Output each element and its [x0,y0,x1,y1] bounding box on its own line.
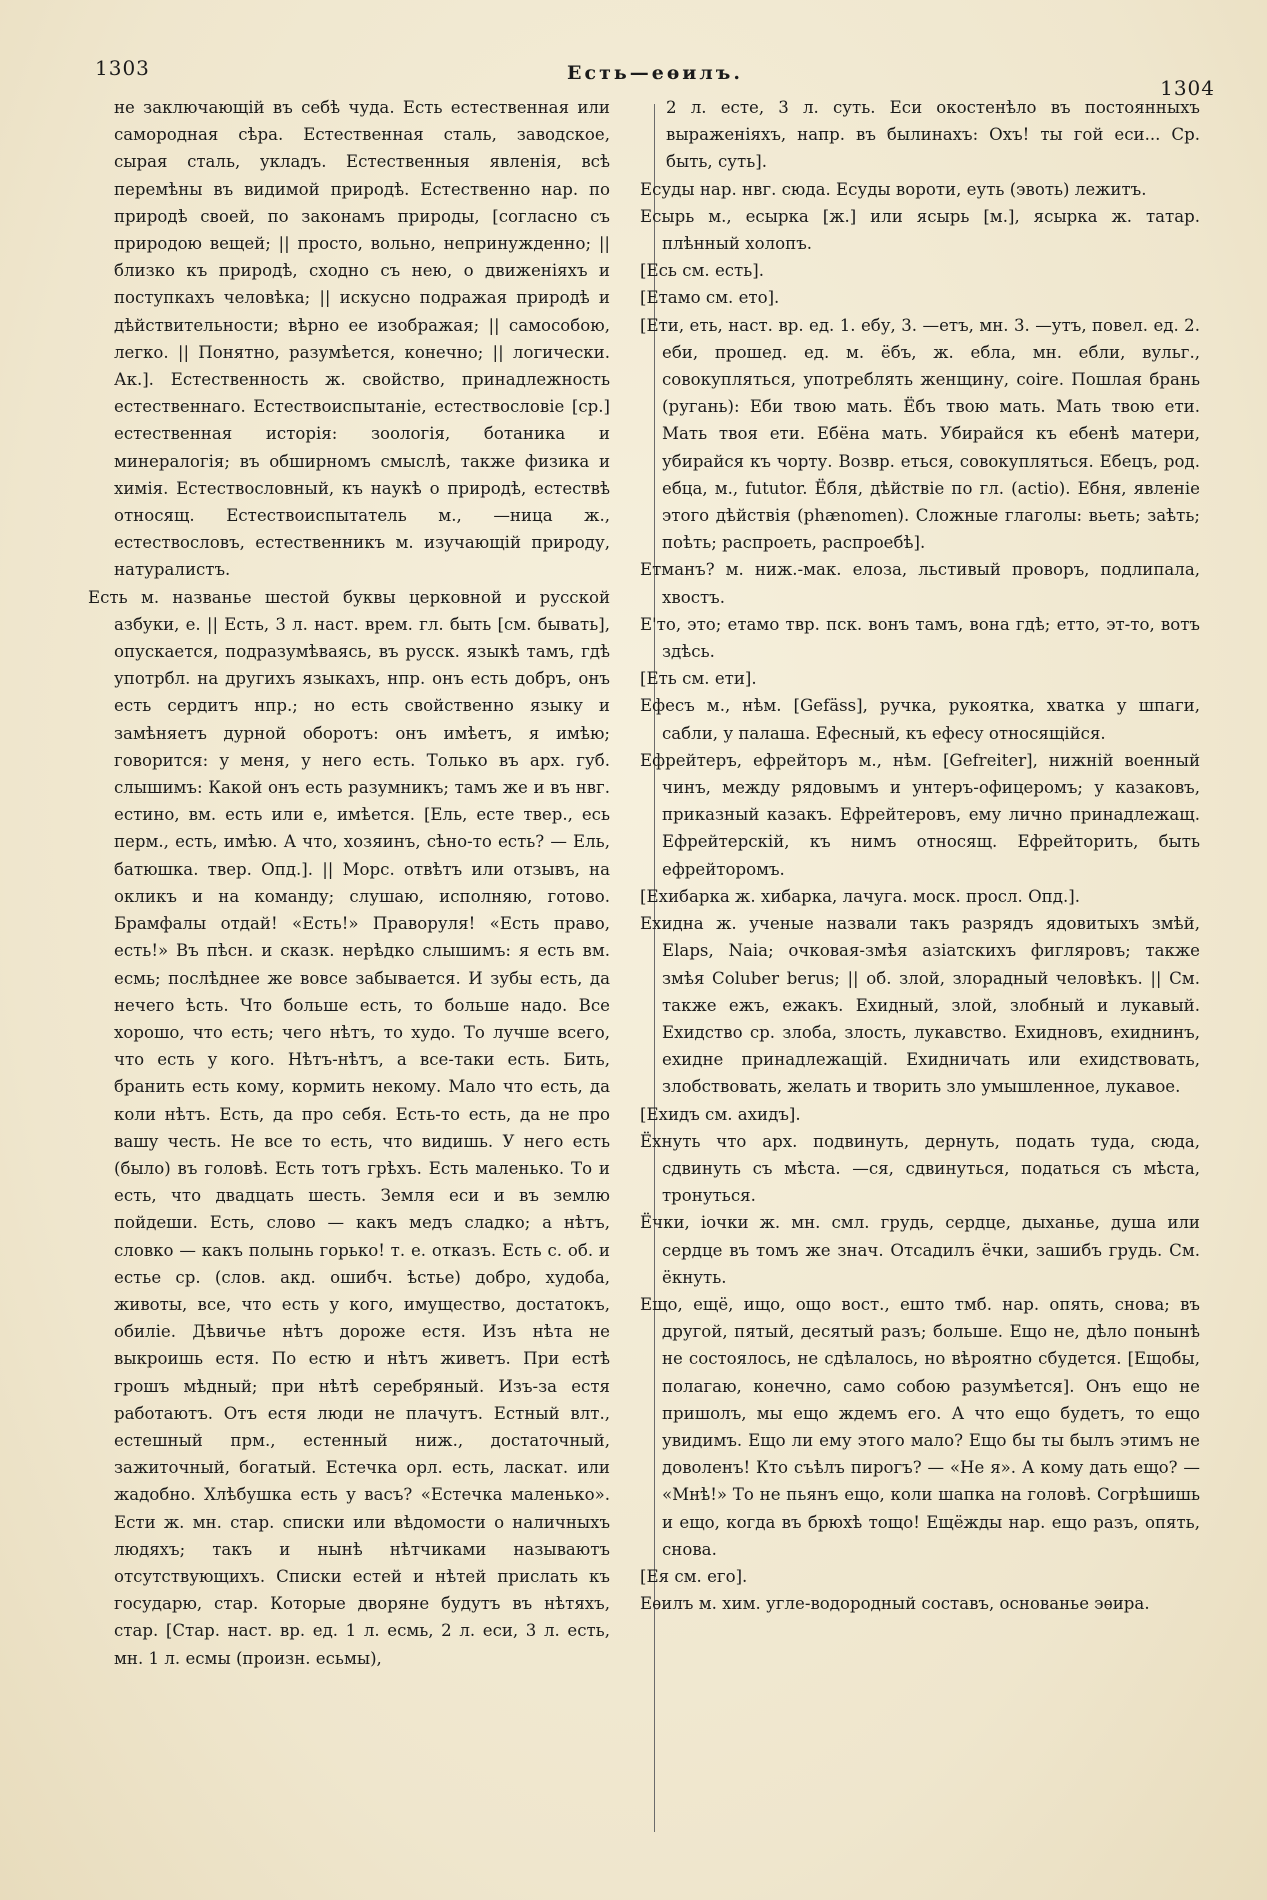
page-number-right: 1304 [1160,76,1215,100]
entry-esudy: Есуды нар. нвг. сюда. Есуды вороти, еуть (эвоть) лежитъ. [640,179,1147,199]
entry-efil: Еѳилъ м. хим. угле-водородный составъ, основанье эѳира. [640,1594,1150,1614]
entry-et: [Еть см. ети]. [640,669,757,689]
entry-es: [Есь см. есть]. [640,261,765,281]
page-header [95,52,1215,100]
entry-ekhid: [Ехидъ см. ахидъ]. [640,1104,801,1124]
entry-eti: [Ети, еть, наст. вр. ед. 1. ебу, 3. —етъ, мн. 3. —утъ, повел. ед. 2. еби, прошед. ед. м. ёбъ, ж. ебла, мн. ебли, вульг., совокупляться, употреблять женщину, coire. Пошлая брань (ругань): Еби твою мать. Ёбъ твою мать. Мать твою ети. Мать твоя ети. Ебёна мать. Убирайся къ ебенѣ матери, убирайся къ чорту. Возвр. еться, совокупляться. Ебецъ, род. ебца, м., fututor. Ёбля, дѣйствiе по гл. (actio). Ебня, явленiе этого дѣйствiя (phænomen). Сложные глаголы: вьеть; заѣть; поѣть; распроеть, распроебѣ]. [640,315,1200,553]
entry-continuation: не заключающiй въ себѣ чуда. Есть естественная или самородная сѣра. Естественная сталь, заводское, сырая сталь, укладъ. Естественныя явленiя, всѣ перемѣны въ видимой природѣ. Естественно нар. по природѣ своей, по законамъ природы, [согласно съ природою вещей; || просто, вольно, непринужденно; || близко къ природѣ, сходно съ нею, о движенiяхъ и поступкахъ человѣка; || искусно подражая природѣ и дѣйствительности; вѣрно ее изображая; || самособою, легко. || Понятно, разумѣется, конечно; || логически. Ак.]. Естественность ж. свойство, принадлежность естественнаго. Естествоиспытанiе, естествословiе [ср.] естественная исторiя: зоологiя, ботаника и минералогiя; въ обширномъ смыслѣ, также физика и химiя. Естествословный, къ наукѣ о природѣ, естествѣ относящ. Естествоиспытатель м., —ница ж., естествословъ, естественникъ м. изучающiй природу, натуралистъ. [114,98,610,580]
page-number-left: 1303 [95,56,150,80]
entry-echki: Ёчки, iочки ж. мн. смл. грудь, сердце, дыханье, душа или сердце въ томъ же знач. Отсадилъ ёчки, зашибъ грудь. См. ёкнуть. [640,1213,1200,1287]
entry-etman: Етманъ? м. ниж.-мак. елоза, льстивый проворъ, подлипала, хвостъ. [640,560,1200,607]
entry-esyr: Есырь м., есырка [ж.] или ясырь [м.], ясырка ж. татар. плѣнный холопъ. [640,206,1200,254]
entry-ekhidna: Ехидна ж. ученые назвали такъ разрядъ ядовитыхъ змѣй, Elaps, Naia; очковая-змѣя азiатскихъ фигляровъ; также змѣя Coluber berus; || об. злой, злорадный человѣкъ. || См. также ежъ, ежакъ. Ехидный, злой, злобный и лукавый. Ехидство ср. злоба, злость, лукавство. Ехидновъ, ехиднинъ, ехидне принадлежащiй. Ехидничать или ехидствовать, злобствовать, желать и творить зло умышленное, лукавое. [640,914,1200,1097]
running-head: Есть—еѳилъ. [567,62,743,84]
right-column [640,94,1200,1879]
entry-ekhibarka: [Ехибарка ж. хибарка, лачуга. моск. просл. Опд.]. [640,886,1080,906]
entry-eya: [Ея см. его]. [640,1566,748,1586]
entry-eshcho: Ещо, ещё, ищо, ощо вост., ешто тмб. нар. опять, снова; въ другой, пятый, десятый разъ; больше. Ещо не, дѣло понынѣ не состоялось, не сдѣлалось, но вѣроятно сбудется. [Ещобы, полагаю, конечно, само собою разумѣется]. Онъ ещо не пришолъ, мы ещо ждемъ его. А что ещо будетъ, то ещо увидимъ. Ещо ли ему этого мало? Ещо бы ты былъ этимъ не доволенъ! Кто съѣлъ пирогъ? — «Не я». А кому дать ещо? — «Мнѣ!» То не пьянъ ещо, коли шапка на головѣ. Согрѣшишь и ещо, когда въ брюхѣ тощо! Ещёжды нар. ещо разъ, опять, снова. [640,1294,1200,1559]
left-column [88,94,610,1879]
entry-continuation: 2 л. есте, 3 л. суть. Еси окостенѣло въ постоянныхъ выраженiяхъ, напр. въ былинахъ: Охъ! ты гой еси... Ср. быть, суть]. [666,98,1200,172]
entry-efreiter: Ефрейтеръ, ефрейторъ м., нѣм. [Gefreiter], нижнiй военный чинъ, между рядовымъ и унтеръ-офицеромъ; у казаковъ, приказный казакъ. Ефрейтеровъ, ему лично принадлежащ. Ефрейтерскiй, къ нимъ относящ. Ефрейторить, быть ефрейторомъ. [640,750,1200,879]
entry-eto: Е'то, это; етамо твр. пск. вонъ тамъ, вона гдѣ; етто, эт-то, вотъ здѣсь. [640,614,1200,662]
entry-etamo: [Етамо см. ето]. [640,288,780,308]
entry-ekhnut: Ёхнуть что арх. подвинуть, дернуть, подать туда, сюда, сдвинуть съ мѣста. —ся, сдвинуться, податься съ мѣста, тронуться. [640,1131,1200,1206]
entry-est: Есть м. названье шестой буквы церковной и русской азбуки, е. || Есть, 3 л. наст. врем. гл. быть [см. бывать], опускается, подразумѣваясь, въ русск. языкѣ тамъ, гдѣ употрбл. на другихъ языкахъ, нпр. онъ есть добръ, онъ есть сердитъ нпр.; но есть свойственно языку и замѣняетъ дурной оборотъ: онъ имѣетъ, я имѣю; говорится: у меня, у него есть. Только въ арх. губ. слышимъ: Какой онъ есть разумникъ; тамъ же и въ нвг. естино, вм. есть или е, имѣется. [Ель, есте твер., есь перм., есть, имѣю. А что, хозяинъ, сѣно-то есть? — Ель, батюшка. твер. Опд.]. || Морс. отвѣтъ или отзывъ, на окликъ и на команду; слушаю, исполняю, готово. Брамфалы отдай! «Есть!» Праворуля! «Есть право, есть!» Въ пѣсн. и сказк. нерѣдко слышимъ: я есть вм. есмь; послѣднее же вовсе забывается. И зубы есть, да нечего ѣсть. Что больше есть, то больше надо. Все хорошо, что есть; чего нѣтъ, то худо. То лучше всего, что есть у кого. Нѣтъ-нѣтъ, а все-таки есть. Бить, бранить есть кому, кормить некому. Мало что есть, да коли нѣтъ. Есть, да про себя. Есть-то есть, да не про вашу честь. Не все то есть, что видишь. У него есть (было) въ головѣ. Есть тотъ грѣхъ. Есть маленько. То и есть, что двадцать шесть. Земля еси и въ землю пойдеши. Есть, слово — какъ медъ сладко; а нѣтъ, словко — какъ полынь горько! т. е. отказъ. Есть с. об. и естье ср. (слов. акд. ошибч. ѣстье) добро, худоба, животы, все, что есть у кого, имущество, достатокъ, обилiе. Дѣвичье нѣтъ дороже естя. Изъ нѣта не выкроишь естя. По естю и нѣтъ живетъ. При естѣ грошъ мѣдный; при нѣтѣ серебряный. Изъ-за естя работаютъ. Отъ естя люди не плачутъ. Естный влт., естешный прм., естенный ниж., достаточный, зажиточный, богатый. Естечка орл. есть, ласкат. или жадобно. Хлѣбушка есть у васъ? «Естечка маленько». Ести ж. мн. стар. списки или вѣдомости о наличныхъ людяхъ; такъ и нынѣ нѣтчиками называютъ отсутствующихъ. Списки естей и нѣтей прислать къ государю, стар. Которые дворяне будутъ въ нѣтяхъ, стар. [Стар. наст. вр. ед. 1 л. есмь, 2 л. еси, 3 л. есть, мн. 1 л. есмы (произн. есьмы), [88,587,610,1668]
entry-efes: Ефесъ м., нѣм. [Gefäss], ручка, рукоятка, хватка у шпаги, сабли, у палаша. Ефесный, къ ефесу относящiйся. [640,696,1200,743]
